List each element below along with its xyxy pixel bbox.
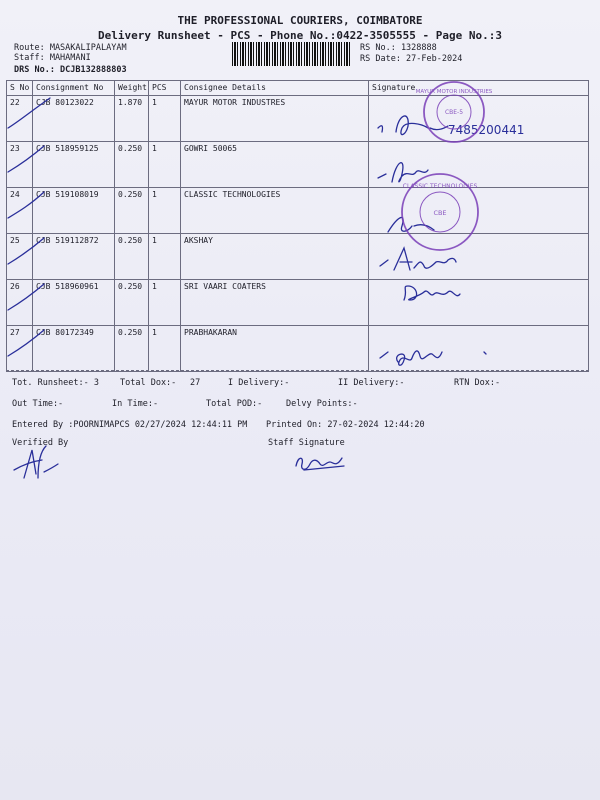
barcode [232, 42, 352, 66]
rs-number: RS No.: 1328888 [360, 43, 437, 53]
row-sno: 24 [7, 188, 33, 234]
row-signature-cell [369, 142, 589, 188]
staff-signature-label: Staff Signature [268, 438, 345, 448]
row-consignment: CJB 518959125 [33, 142, 115, 188]
drs-number: DRS No.: DCJB132888803 [14, 65, 127, 75]
staff-signature-icon [296, 458, 344, 470]
row-consignment: CJB 80172349 [33, 326, 115, 372]
total-dox-value: 27 [190, 378, 201, 388]
row-signature-cell [369, 280, 589, 326]
runsheet-subtitle: Delivery Runsheet - PCS - Phone No.:0422-3505555 - Page No.:3 [98, 29, 502, 42]
table-header-row [7, 81, 589, 96]
row-sno: 22 [7, 96, 33, 142]
row-weight: 0.250 [115, 188, 149, 234]
verified-signature-icon [14, 446, 58, 478]
row-consignee: MAYUR MOTOR INDUSTRES [181, 96, 369, 142]
row-pcs: 1 [149, 326, 181, 372]
row-signature-cell [369, 326, 589, 372]
row-weight: 0.250 [115, 326, 149, 372]
row-pcs: 1 [149, 234, 181, 280]
row-signature-cell [369, 96, 589, 142]
rtn-dox: RTN Dox:- [454, 378, 501, 388]
company-title: THE PROFESSIONAL COURIERS, COIMBATORE [177, 14, 423, 27]
row-weight: 0.250 [115, 234, 149, 280]
table-row [7, 96, 589, 142]
row-consignee: CLASSIC TECHNOLOGIES [181, 188, 369, 234]
row-sno: 27 [7, 326, 33, 372]
table-row [7, 142, 589, 188]
staff-field: Staff: MAHAMANI [14, 53, 91, 63]
row-consignment: CJB 519108019 [33, 188, 115, 234]
rs-date: RS Date: 27-Feb-2024 [360, 54, 463, 64]
row-weight: 0.250 [115, 142, 149, 188]
entered-by: Entered By :POORNIMAPCS 02/27/2024 12:44:11 PM [12, 420, 248, 430]
consignment-table [6, 80, 589, 372]
row-consignee: GOWRI 50065 [181, 142, 369, 188]
row-consignee: PRABHAKARAN [181, 326, 369, 372]
row-weight: 0.250 [115, 280, 149, 326]
table-row [7, 326, 589, 372]
phone-note: 7485200441 [448, 123, 525, 137]
col-consignment: Consignment No [33, 81, 115, 96]
i-delivery: I Delivery:- [228, 378, 290, 388]
row-pcs: 1 [149, 96, 181, 142]
total-dox-label: Total Dox:- [120, 378, 177, 388]
row-sno: 25 [7, 234, 33, 280]
row-consignment: CJB 518960961 [33, 280, 115, 326]
row-pcs: 1 [149, 142, 181, 188]
col-weight: Weight [115, 81, 149, 96]
row-consignee: AKSHAY [181, 234, 369, 280]
out-time: Out Time:- [12, 399, 64, 409]
total-pod: Total POD:- [206, 399, 263, 409]
row-consignment: CJB 519112872 [33, 234, 115, 280]
route-field: Route: MASAKALIPALAYAM [14, 43, 127, 53]
row-consignee: SRI VAARI COATERS [181, 280, 369, 326]
row-pcs: 1 [149, 280, 181, 326]
row-pcs: 1 [149, 188, 181, 234]
delvy-points: Delvy Points:- [286, 399, 358, 409]
row-signature-cell [369, 188, 589, 234]
classic-stamp-city: CBE [433, 209, 447, 217]
classic-stamp-text: CLASSIC TECHNOLOGIES [402, 183, 478, 190]
row-weight: 1.870 [115, 96, 149, 142]
mayur-stamp-city: CBE-5 [444, 109, 464, 116]
row-sno: 26 [7, 280, 33, 326]
summary-divider [6, 370, 589, 371]
ii-delivery: II Delivery:- [338, 378, 405, 388]
tot-runsheet: Tot. Runsheet:- 3 [12, 378, 99, 388]
printed-on: Printed On: 27-02-2024 12:44:20 [266, 420, 425, 430]
mayur-stamp-text: MAYUR MOTOR INDUSTRIES [415, 89, 493, 95]
col-consignee: Consignee Details [181, 81, 369, 96]
col-sno: S No [7, 81, 33, 96]
in-time: In Time:- [112, 399, 159, 409]
row-signature-cell [369, 234, 589, 280]
row-sno: 23 [7, 142, 33, 188]
row-consignment: CJB 80123022 [33, 96, 115, 142]
col-signature: Signature [369, 81, 589, 96]
table-row [7, 234, 589, 280]
table-row [7, 280, 589, 326]
verified-by-label: Verified By [12, 438, 69, 448]
col-pcs: PCS [149, 81, 181, 96]
table-row [7, 188, 589, 234]
